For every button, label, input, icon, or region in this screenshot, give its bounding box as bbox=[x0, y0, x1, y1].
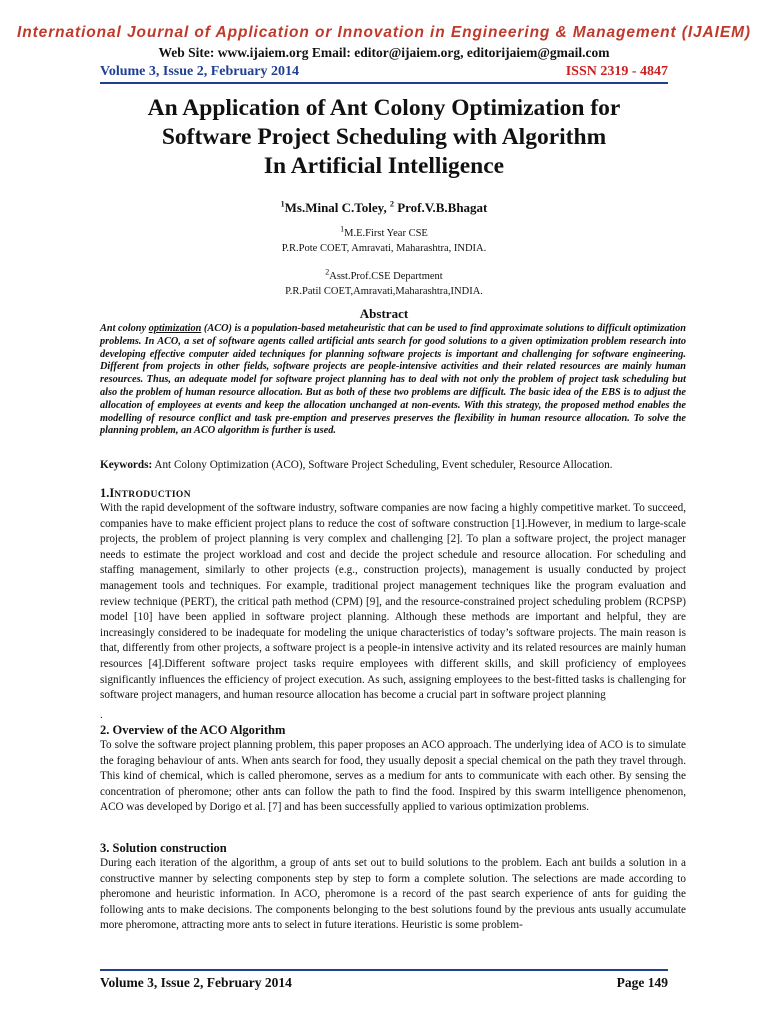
introduction-trailing-dot: . bbox=[100, 709, 103, 721]
abstract-underlined-term: optimization bbox=[148, 323, 202, 334]
intro-heading-title: NTRODUCTION bbox=[114, 490, 191, 500]
affiliation-1 bbox=[0, 226, 768, 256]
abstract-body bbox=[100, 323, 686, 438]
page-footer bbox=[100, 969, 668, 993]
authors bbox=[0, 200, 768, 216]
affiliation1-line1: M.E.First Year CSE bbox=[344, 228, 428, 239]
author-1: Ms.Minal C.Toley, bbox=[284, 200, 390, 215]
abstract-text: (ACO) is a population-based metaheuristic that can be used to find approximate solutions to difficult optimization problems. In ACO, a set of software agents called artificial ants search for good solutions to a given optimization problem research into developing effective computer aided techniques for planning software projects is important and challenging for software engineering. Different from projects in other fields, software projects are people-intensive activities and their related resources are mainly human resources. Thus, an adequate model for software project planning has to deal with not only the problem of project task scheduling but also the problem of human resource allocation. But as both of these two problems are difficult. The basic idea of the EBS is to adjust the allocation of employees at events and keep the allocation unchanged at non-events. With this strategy, the proposed method enables the modelling of resource conflict and task pre-emption and preserves preserves the flexibility in human resource allocation. To solve the planning problem, an ACO algorithm is further is used. bbox=[100, 323, 686, 437]
title-line-1: An Application of Ant Colony Optimization for bbox=[147, 95, 621, 121]
paper-title bbox=[60, 94, 708, 181]
author2-superscript: 2 bbox=[389, 199, 394, 209]
section-heading-solution-construction: 3. Solution construction bbox=[100, 841, 227, 855]
affiliation2-superscript: 2 bbox=[325, 267, 330, 277]
header-issn: ISSN 2319 - 4847 bbox=[565, 64, 668, 79]
title-line-2: Software Project Scheduling with Algorithm bbox=[161, 124, 607, 150]
journal-name: International Journal of Application or Innovation in Engineering & Management (IJAIEM) bbox=[17, 24, 751, 41]
keywords-text: Ant Colony Optimization (ACO), Software Project Scheduling, Event scheduler, Resource Allocation. bbox=[152, 459, 613, 471]
footer-page-number: Page 149 bbox=[616, 975, 668, 990]
introduction-body: With the rapid development of the software industry, software companies are now facing a highly competitive market. To succeed, companies have to make efficient project plans to reduce the cost of software construction [1].However, in medium to large-scale projects, the problem of project planning is very complex and challenging [2]. To plan a software project, the project manager needs to estimate the project workload and cost and decide the project schedule and resource allocation. For scheduling and staffing management, similarly to other projects (e.g., construction projects), management is usually conducted by project management tools and techniques. For example, traditional project management techniques like the program evaluation and review technique (PERT), the critical path method (CPM) [9], and the resource-constrained project scheduling problem (RCPSP) model [10] have been applied in software project planning. Although these methods are important and helpful, they are increasingly considered to be inadequate for modeling the unique characteristics of today’s software projects. The main reason is that, differently from other projects, a software project is a people-in intensive activity and its related resources are mainly human resources [4].Different software project tasks require employees with different skills, and skill proficiency of employees significantly influences the efficiency of project execution. As such, assigning employees to the best-fitted tasks is challenging for software project managers, and human resource allocation has become a crucial part in software project planning bbox=[100, 502, 686, 702]
footer-volume: Volume 3, Issue 2, February 2014 bbox=[100, 975, 292, 990]
affiliation1-superscript: 1 bbox=[340, 224, 345, 234]
header-volume: Volume 3, Issue 2, February 2014 bbox=[100, 64, 299, 79]
header-volume-bar bbox=[100, 62, 668, 84]
author-2: Prof.V.B.Bhagat bbox=[393, 200, 488, 215]
abstract-heading: Abstract bbox=[359, 306, 409, 321]
overview-body: To solve the software project planning problem, this paper proposes an ACO approach. The underlying idea of ACO is to simulate the foraging behaviour of ants. When ants search for food, they usually deposit a special chemical on the path they travel through. This kind of chemical, which is called pheromone, serves as a medium for ants to communicate with each other. By sensing the concentration of pheromone; other ants can follow the path to find the food. Inspired by this swarm intelligence phenomenon, ACO was developed by Dorigo et al. [7] and has been successfully applied to various optimization problems. bbox=[100, 739, 686, 814]
author1-superscript: 1 bbox=[280, 199, 285, 209]
abstract-lead: Ant colony bbox=[100, 323, 149, 334]
affiliation1-line2: P.R.Pote COET, Amravati, Maharashtra, INDIA. bbox=[281, 243, 487, 254]
keywords bbox=[100, 459, 686, 471]
affiliation2-line1: Asst.Prof.CSE Department bbox=[329, 271, 443, 282]
solution-construction-body: During each iteration of the algorithm, a group of ants set out to build solutions to the problem. Each ant builds a solution in a constructive manner by selecting components step by step to form a complete solution. The selections are made according to pheromone and heuristic information. In ACO, pheromone is a record of the past search experience of ants for guiding the following ants to make decisions. The components belonging to the best solutions found by the previous ants usually accumulate more pheromone, attracting more ants to select in future iterations. Heuristic is some problem- bbox=[100, 857, 686, 932]
affiliation2-line2: P.R.Patil COET,Amravati,Maharashtra,INDIA. bbox=[285, 286, 483, 297]
section-heading-overview: 2. Overview of the ACO Algorithm bbox=[100, 723, 286, 737]
affiliation-2 bbox=[0, 269, 768, 299]
intro-heading-number: 1.I bbox=[100, 486, 115, 500]
keywords-label: Keywords: bbox=[100, 459, 153, 471]
journal-website-line: Web Site: www.ijaiem.org Email: editor@ijaiem.org, editorijaiem@gmail.com bbox=[158, 45, 610, 60]
title-line-3: In Artificial Intelligence bbox=[263, 153, 505, 179]
section-heading-introduction bbox=[100, 486, 191, 501]
